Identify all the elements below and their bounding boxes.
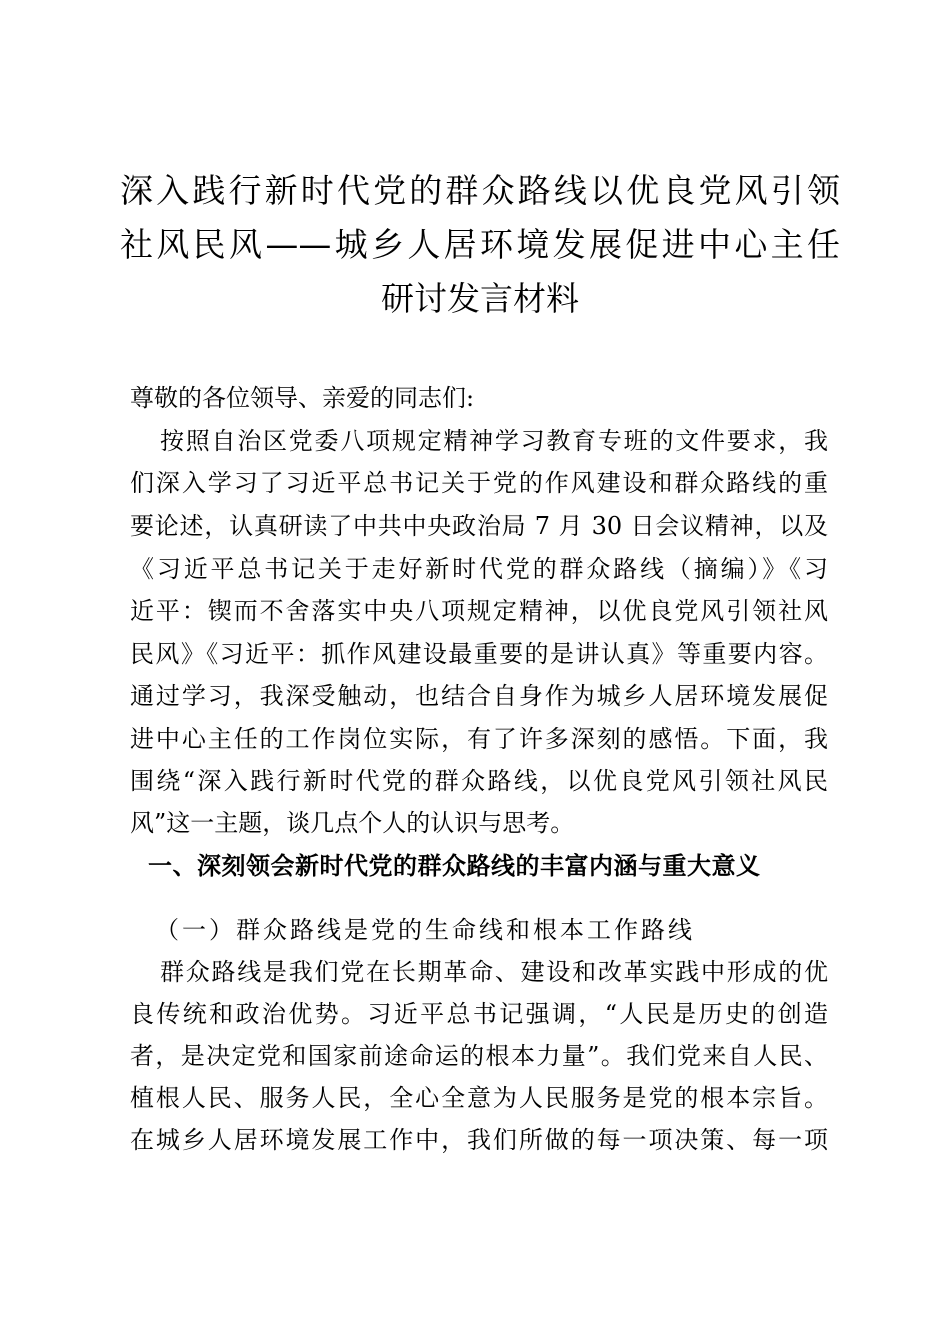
intro-line: 民风》《习近平：抓作风建设最重要的是讲认真》等重要内容。: [130, 640, 828, 668]
intro-line: 要论述，认真研读了中共中央政治局 7 月 30 日会议精神，以及: [130, 512, 828, 540]
body-line: 在城乡人居环境发展工作中，我们所做的每一项决策、每一项: [130, 1126, 828, 1154]
intro-line: 按照自治区党委八项规定精神学习教育专班的文件要求，我: [160, 427, 828, 455]
document-title-line-2: 社风民风——城乡人居环境发展促进中心主任: [120, 225, 840, 264]
intro-line: 风”这一主题，谈几点个人的认识与思考。: [130, 809, 575, 837]
body-line: 良传统和政治优势。习近平总书记强调，“人民是历史的创造: [130, 1000, 828, 1028]
section-heading-1: 一、深刻领会新时代党的群众路线的丰富内涵与重大意义: [148, 852, 761, 880]
body-line: 植根人民、服务人民，全心全意为人民服务是党的根本宗旨。: [130, 1084, 828, 1112]
intro-line: 通过学习，我深受触动，也结合自身作为城乡人居环境发展促: [130, 682, 828, 710]
document-title-line-1: 深入践行新时代党的群众路线以优良党风引领: [120, 171, 840, 210]
body-line: 者，是决定党和国家前途命运的根本力量”。我们党来自人民、: [130, 1042, 828, 1070]
intro-line: 进中心主任的工作岗位实际，有了许多深刻的感悟。下面，我: [130, 725, 828, 753]
document-title-line-3: 研讨发言材料: [381, 279, 579, 318]
salutation: 尊敬的各位领导、亲爱的同志们:: [130, 384, 475, 412]
intro-line: 《习近平总书记关于走好新时代党的群众路线（摘编）》《习: [130, 555, 828, 583]
subsection-heading-1: （一）群众路线是党的生命线和根本工作路线: [155, 916, 695, 944]
intro-line: 们深入学习了习近平总书记关于党的作风建设和群众路线的重: [130, 469, 828, 497]
body-line: 群众路线是我们党在长期革命、建设和改革实践中形成的优: [160, 958, 828, 986]
intro-line: 近平：锲而不舍落实中央八项规定精神，以优良党风引领社风: [130, 597, 828, 625]
intro-line: 围绕“深入践行新时代党的群众路线，以优良党风引领社风民: [130, 767, 828, 795]
